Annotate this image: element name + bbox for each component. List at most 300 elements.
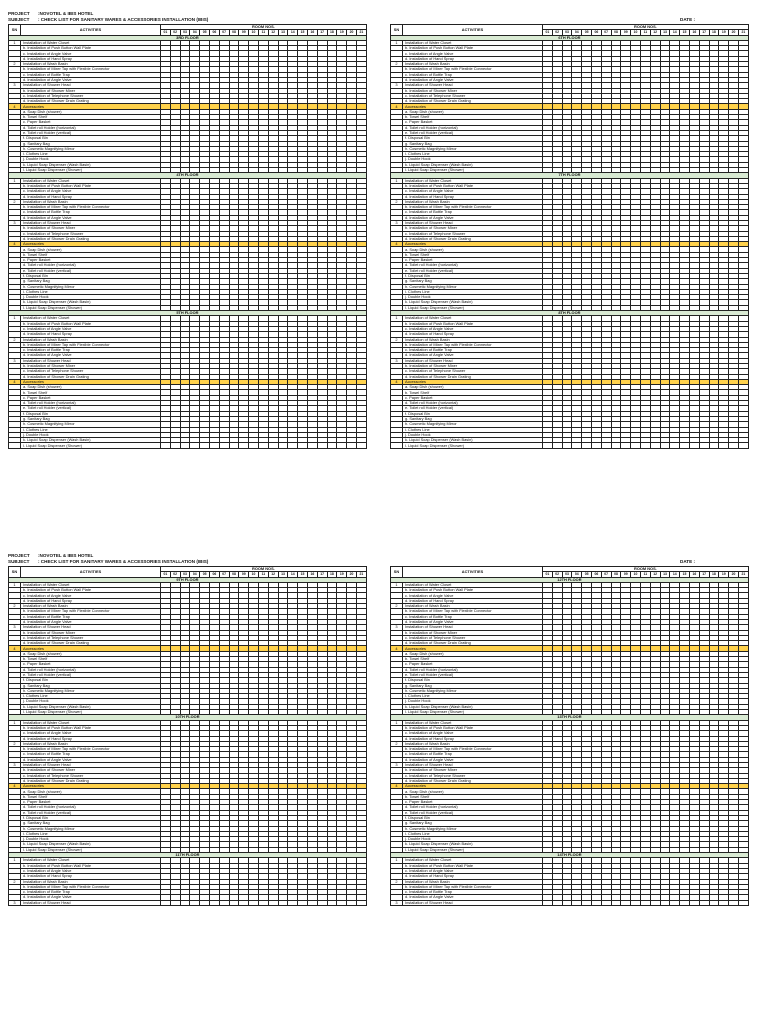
activity-label: e. Toilet roll Holder (vertical) (403, 268, 543, 273)
activity-label: f. Disposal Bin (21, 273, 161, 278)
item-number: 4 (9, 242, 21, 247)
room-number-header: 09 (239, 572, 249, 577)
activity-label: d. Installation of Hand Spray (21, 874, 161, 879)
check-cell[interactable] (738, 443, 748, 448)
check-cell[interactable] (621, 443, 631, 448)
item-number: 2 (9, 741, 21, 746)
activity-label: b. Installation of Shower Mixer (21, 630, 161, 635)
activity-label: e. Toilet roll Holder (vertical) (21, 810, 161, 815)
check-cell[interactable] (562, 443, 572, 448)
checklist-row (9, 443, 367, 448)
activity-label: b. Installation of Push Button Wall Plate (403, 46, 543, 51)
room-number-header: 13 (278, 572, 288, 577)
room-number-header: 19 (719, 30, 729, 35)
room-number-header: 18 (709, 30, 719, 35)
activity-label: d. Installation of Shower Drain Grating (403, 236, 543, 241)
room-number-header: 17 (699, 30, 709, 35)
room-number-header: 09 (239, 30, 249, 35)
date-label-bottom: DATE : (680, 559, 695, 564)
room-number-header: 06 (591, 30, 601, 35)
floor-title: 11TH FLOOR (9, 853, 367, 858)
activity-label: b. Installation of Push Button Wall Plate (403, 321, 543, 326)
check-cell[interactable] (347, 443, 357, 448)
activity-label: f. Disposal Bin (21, 815, 161, 820)
activity-label: h. Cosmetic Magnifying Mirror (403, 146, 543, 151)
project-label: PROJECT (8, 553, 30, 558)
item-number: 3 (9, 83, 21, 88)
item-number: 4 (391, 104, 403, 109)
activity-label: b. Installation of Push Button Wall Plate (21, 321, 161, 326)
activity-label: d. Toilet roll Holder (horizontal) (21, 263, 161, 268)
item-number: 3 (391, 83, 403, 88)
activity-label: d. Installation of Hand Spray (21, 194, 161, 199)
check-cell[interactable] (543, 443, 553, 448)
activity-label: j. Double Hook (21, 432, 161, 437)
activity-label: k. Liquid Soap Dispenser (Wash Basin) (21, 704, 161, 709)
activity-label: a. Soap Dish (shower) (21, 651, 161, 656)
room-number-header: 05 (200, 30, 210, 35)
activity-label: d. Installation of Shower Drain Grating (21, 641, 161, 646)
item-number (9, 443, 21, 448)
activity-label: Installation of Wash Basin (21, 741, 161, 746)
activity-label: d. Installation of Angle Valve (21, 215, 161, 220)
activity-label: i. Clothes Line (21, 831, 161, 836)
item-number: 2 (9, 199, 21, 204)
activity-label: Accessories (403, 379, 543, 384)
check-cell[interactable] (699, 443, 709, 448)
activity-label: b. Towel Shelf (403, 252, 543, 257)
check-cell[interactable] (229, 443, 239, 448)
activity-label: e. Toilet roll Holder (vertical) (21, 130, 161, 135)
activity-label: c. Installation of Bottle Trap (21, 72, 161, 77)
room-number-header: 12 (650, 30, 660, 35)
activity-label: c. Paper Basket (403, 395, 543, 400)
activity-label: c. Installation of Bottle Trap (21, 210, 161, 215)
activity-label: d. Installation of Hand Spray (21, 598, 161, 603)
activity-label: b. Installation of Shower Mixer (21, 768, 161, 773)
check-cell[interactable] (640, 443, 650, 448)
activity-label: h. Cosmetic Magnifying Mirror (21, 826, 161, 831)
activity-label: Installation of Shower Head (403, 220, 543, 225)
room-number-header: 06 (209, 572, 219, 577)
check-cell[interactable] (317, 443, 327, 448)
check-cell[interactable] (611, 443, 621, 448)
column-header-sn: SN (9, 567, 21, 578)
check-cell[interactable] (278, 443, 288, 448)
activity-label: Installation of Shower Head (403, 83, 543, 88)
check-cell[interactable] (631, 443, 641, 448)
check-cell[interactable] (650, 443, 660, 448)
date-label-top: DATE : (680, 17, 695, 22)
check-cell[interactable] (709, 443, 719, 448)
room-number-header: 14 (288, 572, 298, 577)
activity-label: b. Installation of Push Button Wall Plate (403, 183, 543, 188)
activity-label: Installation of Shower Head (403, 358, 543, 363)
activity-label: j. Double Hook (21, 699, 161, 704)
room-number-header: 09 (621, 30, 631, 35)
check-cell[interactable] (249, 443, 259, 448)
room-number-header: 20 (347, 30, 357, 35)
item-number: 4 (9, 379, 21, 384)
check-cell[interactable] (288, 443, 298, 448)
activity-label: d. Toilet roll Holder (horizontal) (21, 667, 161, 672)
item-number: 1 (391, 316, 403, 321)
activity-label: c. Installation of Angle Valve (21, 868, 161, 873)
activity-label: d. Installation of Hand Spray (403, 332, 543, 337)
floor-title: 10TH FLOOR (9, 715, 367, 720)
room-number-header: 02 (552, 30, 562, 35)
room-number-header: 15 (680, 30, 690, 35)
activity-label: k. Liquid Soap Dispenser (Wash Basin) (403, 438, 543, 443)
room-number-header: 03 (180, 572, 190, 577)
item-number: 1 (391, 40, 403, 45)
activity-label: d. Installation of Shower Drain Grating (403, 374, 543, 379)
activity-label: i. Clothes Line (21, 289, 161, 294)
activity-label: Accessories (21, 784, 161, 789)
room-number-header: 02 (170, 30, 180, 35)
activity-label: a. Soap Dish (shower) (403, 109, 543, 114)
project-label: PROJECT (8, 11, 30, 16)
room-number-header: 16 (307, 30, 317, 35)
activity-label: Installation of Wash Basin (21, 199, 161, 204)
floor-title: 7TH FLOOR (391, 173, 749, 178)
check-cell[interactable] (327, 443, 337, 448)
activity-label: g. Sanitary Bag (403, 416, 543, 421)
room-number-header: 15 (298, 572, 308, 577)
check-cell[interactable] (719, 443, 729, 448)
activity-label: d. Installation of Angle Valve (21, 77, 161, 82)
item-number: 1 (9, 582, 21, 587)
activity-label: c. Installation of Telephone Shower (21, 93, 161, 98)
activity-label: b. Installation of Shower Mixer (403, 364, 543, 369)
activity-label: c. Installation of Bottle Trap (403, 348, 543, 353)
room-number-header: 21 (356, 572, 366, 577)
activity-label: d. Installation of Hand Spray (21, 332, 161, 337)
room-number-header: 19 (337, 572, 347, 577)
activity-label: b. Installation of Shower Mixer (21, 88, 161, 93)
activity-label: b. Installation of Shower Mixer (403, 226, 543, 231)
activity-label: c. Installation of Telephone Shower (403, 93, 543, 98)
activity-label: Installation of Shower Head (21, 625, 161, 630)
activity-label: l. Liquid Soap Dispenser (Shower) (403, 443, 543, 448)
activity-label: c. Installation of Angle Valve (403, 326, 543, 331)
item-number: 1 (9, 316, 21, 321)
check-cell[interactable] (219, 443, 229, 448)
activity-label: c. Paper Basket (21, 662, 161, 667)
room-number-header: 13 (660, 30, 670, 35)
item-number: 4 (9, 646, 21, 651)
activity-label: l. Liquid Soap Dispenser (Shower) (21, 710, 161, 715)
activity-label: b. Installation of Push Button Wall Plate (21, 588, 161, 593)
activity-label: d. Toilet roll Holder (horizontal) (21, 401, 161, 406)
activity-label: b. Installation of Push Button Wall Plate (21, 183, 161, 188)
check-cell[interactable] (307, 443, 317, 448)
activity-label: c. Paper Basket (21, 395, 161, 400)
subject-value: : CHECK LIST FOR SANITARY WARES & ACCESSORIES INSTALLATION (IBIS) (38, 559, 209, 564)
activity-label: Installation of Water Closet (403, 40, 543, 45)
activity-label: j. Double Hook (21, 295, 161, 300)
activity-label: b. Installation of Mixer Tap with Flexible Connector (21, 342, 161, 347)
activity-label: d. Toilet roll Holder (horizontal) (403, 125, 543, 130)
activity-label: k. Liquid Soap Dispenser (Wash Basin) (403, 162, 543, 167)
activity-label: c. Installation of Telephone Shower (403, 231, 543, 236)
floor-title: 9TH FLOOR (9, 577, 367, 582)
column-header-activities: ACTIVITIES (21, 567, 161, 578)
floor-title: 3RD FLOOR (9, 35, 367, 40)
activity-label: d. Installation of Angle Valve (403, 77, 543, 82)
activity-label: d. Toilet roll Holder (horizontal) (21, 125, 161, 130)
room-number-header: 03 (180, 30, 190, 35)
item-number: 1 (9, 178, 21, 183)
room-number-header: 04 (190, 572, 200, 577)
activity-label: i. Clothes Line (21, 427, 161, 432)
activity-label: b. Installation of Shower Mixer (21, 226, 161, 231)
item-number: 1 (9, 40, 21, 45)
activity-label: i. Clothes Line (403, 427, 543, 432)
project-value: :NOVOTEL & IBIS HOTEL (38, 553, 94, 558)
room-number-header: 08 (229, 572, 239, 577)
item-number: 1 (9, 720, 21, 725)
activity-label: Accessories (403, 242, 543, 247)
activity-label: h. Cosmetic Magnifying Mirror (21, 146, 161, 151)
activity-label: f. Disposal Bin (21, 678, 161, 683)
activity-label: b. Installation of Mixer Tap with Flexible Connector (21, 747, 161, 752)
activity-label: Installation of Water Closet (403, 178, 543, 183)
activity-label: c. Paper Basket (403, 258, 543, 263)
activity-label: e. Toilet roll Holder (vertical) (403, 406, 543, 411)
check-cell[interactable] (591, 443, 601, 448)
activity-label: Accessories (21, 104, 161, 109)
activity-label: d. Installation of Hand Spray (403, 56, 543, 61)
room-number-header: 01 (543, 30, 553, 35)
room-number-header: 08 (229, 30, 239, 35)
floor-title: 4TH FLOOR (9, 173, 367, 178)
activity-label: Installation of Water Closet (21, 582, 161, 587)
check-cell[interactable] (356, 443, 366, 448)
activity-label: b. Towel Shelf (403, 390, 543, 395)
column-header-sn: SN (391, 25, 403, 36)
item-number: 3 (9, 625, 21, 630)
activity-label: b. Installation of Mixer Tap with Flexible Connector (403, 342, 543, 347)
subject-label: SUBJECT (8, 17, 30, 22)
room-number-header: 19 (337, 30, 347, 35)
room-number-header: 14 (288, 30, 298, 35)
activity-label: c. Installation of Bottle Trap (403, 210, 543, 215)
check-cell[interactable] (582, 443, 592, 448)
room-number-header: 11 (258, 30, 268, 35)
activity-label: b. Installation of Shower Mixer (21, 364, 161, 369)
room-number-header: 12 (268, 572, 278, 577)
activity-label: a. Soap Dish (shower) (403, 247, 543, 252)
activity-label: b. Installation of Mixer Tap with Flexible Connector (21, 609, 161, 614)
column-header-sn: SN (9, 25, 21, 36)
activity-label: c. Paper Basket (21, 258, 161, 263)
activity-label: l. Liquid Soap Dispenser (Shower) (403, 305, 543, 310)
activity-label: c. Installation of Bottle Trap (403, 72, 543, 77)
room-number-header: 18 (327, 30, 337, 35)
activity-label: k. Liquid Soap Dispenser (Wash Basin) (21, 438, 161, 443)
room-number-header: 10 (249, 572, 259, 577)
room-number-header: 02 (170, 572, 180, 577)
activity-label: k. Liquid Soap Dispenser (Wash Basin) (21, 300, 161, 305)
room-number-header: 04 (572, 30, 582, 35)
activity-label: b. Installation of Mixer Tap with Flexible Connector (21, 205, 161, 210)
activity-label: i. Clothes Line (403, 289, 543, 294)
activity-label: j. Double Hook (403, 157, 543, 162)
activity-label: b. Installation of Push Button Wall Plate (21, 46, 161, 51)
activity-label: g. Sanitary Bag (21, 416, 161, 421)
activity-label: b. Towel Shelf (21, 657, 161, 662)
checklist-panel-top-right (390, 24, 748, 449)
activity-label: b. Towel Shelf (21, 390, 161, 395)
activity-label: f. Disposal Bin (21, 136, 161, 141)
activity-label: i. Clothes Line (21, 152, 161, 157)
check-cell[interactable] (337, 443, 347, 448)
column-header-room-nos: ROOM NOS. (543, 25, 749, 30)
room-number-header: 07 (601, 30, 611, 35)
activity-label: d. Installation of Hand Spray (21, 56, 161, 61)
activity-label: c. Installation of Bottle Trap (21, 752, 161, 757)
activity-label: Installation of Shower Head (21, 358, 161, 363)
activity-label: h. Cosmetic Magnifying Mirror (21, 284, 161, 289)
activity-label: d. Toilet roll Holder (horizontal) (21, 805, 161, 810)
activity-label: g. Sanitary Bag (403, 279, 543, 284)
activity-label: k. Liquid Soap Dispenser (Wash Basin) (403, 300, 543, 305)
activity-label: f. Disposal Bin (21, 411, 161, 416)
subject-label: SUBJECT (8, 559, 30, 564)
activity-label: d. Toilet roll Holder (horizontal) (403, 263, 543, 268)
activity-label: d. Installation of Hand Spray (403, 194, 543, 199)
check-cell[interactable] (190, 443, 200, 448)
item-number: 4 (9, 784, 21, 789)
activity-label: f. Disposal Bin (403, 136, 543, 141)
column-header-room-nos: ROOM NOS. (161, 567, 367, 572)
room-number-header: 04 (190, 30, 200, 35)
activity-label: Installation of Shower Head (21, 220, 161, 225)
activity-label: Installation of Shower Head (21, 762, 161, 767)
activity-label: l. Liquid Soap Dispenser (Shower) (21, 847, 161, 852)
activity-label: Accessories (21, 646, 161, 651)
activity-label: Installation of Wash Basin (403, 199, 543, 204)
header-block-bottom (8, 553, 208, 565)
activity-label: c. Paper Basket (21, 800, 161, 805)
activity-label: Accessories (21, 379, 161, 384)
activity-label: c. Installation of Angle Valve (21, 593, 161, 598)
activity-label: b. Towel Shelf (21, 115, 161, 120)
check-cell[interactable] (670, 443, 680, 448)
activity-label: d. Installation of Angle Valve (403, 353, 543, 358)
activity-label: b. Installation of Push Button Wall Plate (21, 725, 161, 730)
item-number: 2 (9, 337, 21, 342)
activity-label: c. Paper Basket (21, 120, 161, 125)
item-number: 4 (391, 379, 403, 384)
activity-label: b. Towel Shelf (21, 794, 161, 799)
activity-label: j. Double Hook (21, 157, 161, 162)
activity-label: b. Installation of Shower Mixer (403, 88, 543, 93)
activity-label: l. Liquid Soap Dispenser (Shower) (21, 168, 161, 173)
check-cell[interactable] (572, 443, 582, 448)
activity-label: h. Cosmetic Magnifying Mirror (21, 422, 161, 427)
item-number: 3 (9, 762, 21, 767)
room-number-header: 17 (317, 30, 327, 35)
activity-label: e. Toilet roll Holder (vertical) (21, 406, 161, 411)
room-number-header: 05 (582, 30, 592, 35)
activity-label: c. Installation of Angle Valve (21, 51, 161, 56)
activity-label: a. Soap Dish (shower) (21, 789, 161, 794)
item-number: 2 (391, 337, 403, 342)
activity-label: j. Double Hook (403, 432, 543, 437)
room-number-header: 12 (268, 30, 278, 35)
activity-label: e. Toilet roll Holder (vertical) (21, 672, 161, 677)
check-cell[interactable] (180, 443, 190, 448)
room-number-header: 18 (327, 572, 337, 577)
item-number: 3 (9, 220, 21, 225)
room-number-header: 14 (670, 30, 680, 35)
activity-label: e. Toilet roll Holder (vertical) (403, 130, 543, 135)
check-cell[interactable] (268, 443, 278, 448)
activity-label: Installation of Wash Basin (403, 62, 543, 67)
check-cell[interactable] (170, 443, 180, 448)
check-cell[interactable] (729, 443, 739, 448)
room-number-header: 03 (562, 30, 572, 35)
activity-label: Accessories (403, 104, 543, 109)
activity-label: Installation of Wash Basin (21, 604, 161, 609)
check-cell[interactable] (601, 443, 611, 448)
activity-label: g. Sanitary Bag (21, 683, 161, 688)
activity-label: Installation of Shower Head (21, 83, 161, 88)
activity-label: d. Installation of Shower Drain Grating (403, 99, 543, 104)
check-cell[interactable] (161, 443, 171, 448)
check-cell[interactable] (200, 443, 210, 448)
activity-label: k. Liquid Soap Dispenser (Wash Basin) (21, 842, 161, 847)
activity-label: f. Disposal Bin (403, 273, 543, 278)
room-number-header: 07 (219, 572, 229, 577)
check-cell[interactable] (552, 443, 562, 448)
activity-label: b. Towel Shelf (21, 252, 161, 257)
activity-label: d. Installation of Angle Valve (21, 757, 161, 762)
check-cell[interactable] (680, 443, 690, 448)
activity-label: h. Cosmetic Magnifying Mirror (21, 688, 161, 693)
activity-label: d. Installation of Hand Spray (21, 736, 161, 741)
checklist-panel-bottom-left (8, 566, 366, 906)
room-number-header: 07 (219, 30, 229, 35)
activity-label: l. Liquid Soap Dispenser (Shower) (403, 168, 543, 173)
check-cell[interactable] (298, 443, 308, 448)
check-cell[interactable] (239, 443, 249, 448)
activity-label: d. Toilet roll Holder (horizontal) (403, 401, 543, 406)
item-number: 1 (9, 858, 21, 863)
activity-label: d. Installation of Shower Drain Grating (21, 236, 161, 241)
room-number-header: 20 (729, 30, 739, 35)
check-cell[interactable] (660, 443, 670, 448)
activity-label: j. Double Hook (403, 295, 543, 300)
item-number: 2 (391, 62, 403, 67)
check-cell[interactable] (209, 443, 219, 448)
floor-title: 6TH FLOOR (391, 35, 749, 40)
room-number-header: 08 (611, 30, 621, 35)
activity-label: b. Installation of Mixer Tap with Flexible Connector (403, 67, 543, 72)
room-number-header: 16 (689, 30, 699, 35)
activity-label: i. Clothes Line (403, 152, 543, 157)
checklist-row (391, 443, 749, 448)
activity-label: g. Sanitary Bag (21, 141, 161, 146)
room-number-header: 06 (209, 30, 219, 35)
check-cell[interactable] (689, 443, 699, 448)
activity-label: l. Liquid Soap Dispenser (Shower) (21, 305, 161, 310)
activity-label: c. Installation of Telephone Shower (21, 635, 161, 640)
check-cell[interactable] (258, 443, 268, 448)
activity-label: c. Installation of Telephone Shower (403, 369, 543, 374)
